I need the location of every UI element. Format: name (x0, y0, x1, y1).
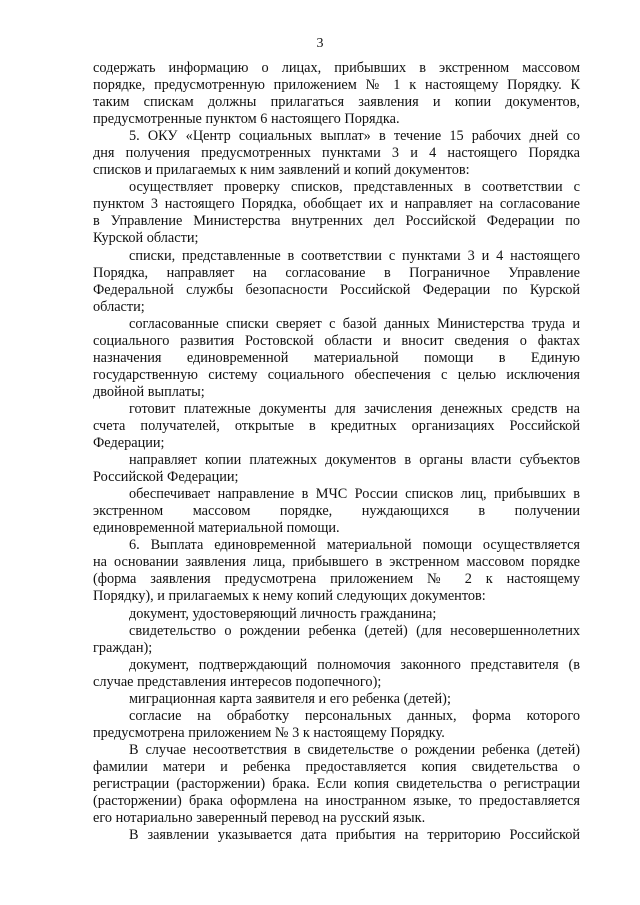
text-line: В заявлении указывается дата прибытия на территорию Российской (129, 827, 580, 844)
text-line: порядке, предусмотренную приложением № 1 к настоящему Порядку. К (93, 77, 580, 94)
text-line: назначения единовременной материальной помощи в Единую (93, 349, 580, 366)
text-line: на основании заявления лица, прибывшего в экстренном массовом порядке (93, 554, 580, 571)
text-line: граждан); (93, 639, 153, 656)
document-body (93, 60, 580, 844)
text-line: социального развития Ростовской области и вносит сведения о фактах (93, 332, 580, 349)
text-line: Порядку), и прилагаемых к нему копий следующих документов: (93, 588, 486, 605)
text-line: Курской области; (93, 230, 199, 247)
page-number: 3 (316, 36, 324, 51)
text-line: единовременной материальной помощи. (93, 520, 340, 537)
text-line: списки, представленные в соответствии с пунктами 3 и 4 настоящего (129, 247, 580, 264)
text-line: в Управление Министерства внутренних дел Российской Федерации по (93, 213, 580, 230)
text-line: списков и прилагаемых к ним заявлений и копий документов: (93, 162, 470, 179)
text-line: счета получателей, открытые в кредитных организациях Российской (93, 417, 580, 434)
text-line: содержать информацию о лицах, прибывших в экстренном массовом (93, 60, 580, 76)
text-line: миграционная карта заявителя и его ребенка (детей); (129, 690, 451, 707)
text-line: Федеральной службы безопасности Российской Федерации по Курской (93, 281, 580, 298)
text-line: его нотариально заверенный перевод на русский язык. (93, 810, 426, 827)
text-line: Российской Федерации; (93, 469, 239, 486)
text-line: осуществляет проверку списков, представленных в соответствии с (129, 179, 580, 196)
text-line: обеспечивает направление в МЧС России списков лиц, прибывших в (129, 486, 580, 503)
text-line: государственную систему социального обеспечения с целью исключения (93, 366, 580, 383)
text-line: документ, подтверждающий полномочия законного представителя (в (129, 656, 580, 673)
text-line: Порядка, направляет на согласование в Пограничное Управление (93, 264, 580, 281)
text-line: случае представления интересов подопечного); (93, 673, 382, 690)
text-line: предусмотрена приложением № 3 к настоящему Порядку. (93, 724, 445, 741)
text-line: согласованные списки сверяет с базой данных Министерства труда и (129, 315, 580, 332)
text-line: дня получения предусмотренных пунктами 3 и 4 настоящего Порядка (93, 145, 580, 162)
text-line: экстренном массовом порядке, нуждающихся в получении (93, 503, 580, 520)
text-line: В случае несоответствия в свидетельстве о рождении ребенка (детей) (129, 741, 580, 758)
text-line: регистрации (расторжении) брака. Если копия свидетельства о регистрации (93, 775, 580, 792)
text-line: предусмотренные пунктом 6 настоящего Порядка. (93, 111, 400, 128)
text-line: Федерации; (93, 435, 165, 452)
text-line: пунктом 3 настоящего Порядка, обобщает их и направляет на согласование (93, 196, 580, 213)
text-line: области; (93, 298, 145, 315)
text-line: согласие на обработку персональных данных, форма которого (129, 707, 580, 724)
text-line: (форма заявления предусмотрена приложением № 2 к настоящему (93, 571, 580, 588)
text-line: документ, удостоверяющий личность гражданина; (129, 605, 437, 622)
text-line: 5. ОКУ «Центр социальных выплат» в течение 15 рабочих дней со (129, 128, 580, 145)
text-line: фамилии матери и ребенка предоставляется копия свидетельства о (93, 758, 580, 775)
text-line: 6. Выплата единовременной материальной помощи осуществляется (129, 537, 580, 554)
text-line: свидетельство о рождении ребенка (детей) (для несовершеннолетних (129, 622, 580, 639)
text-line: двойной выплаты; (93, 383, 205, 400)
text-line: готовит платежные документы для зачисления денежных средств на (129, 400, 580, 417)
text-line: таким спискам должны прилагаться заявления и копии документов, (93, 94, 580, 111)
text-line: (расторжении) брака оформлена на иностранном языке, то предоставляется (93, 793, 580, 810)
text-line: направляет копии платежных документов в органы власти субъектов (129, 452, 580, 469)
